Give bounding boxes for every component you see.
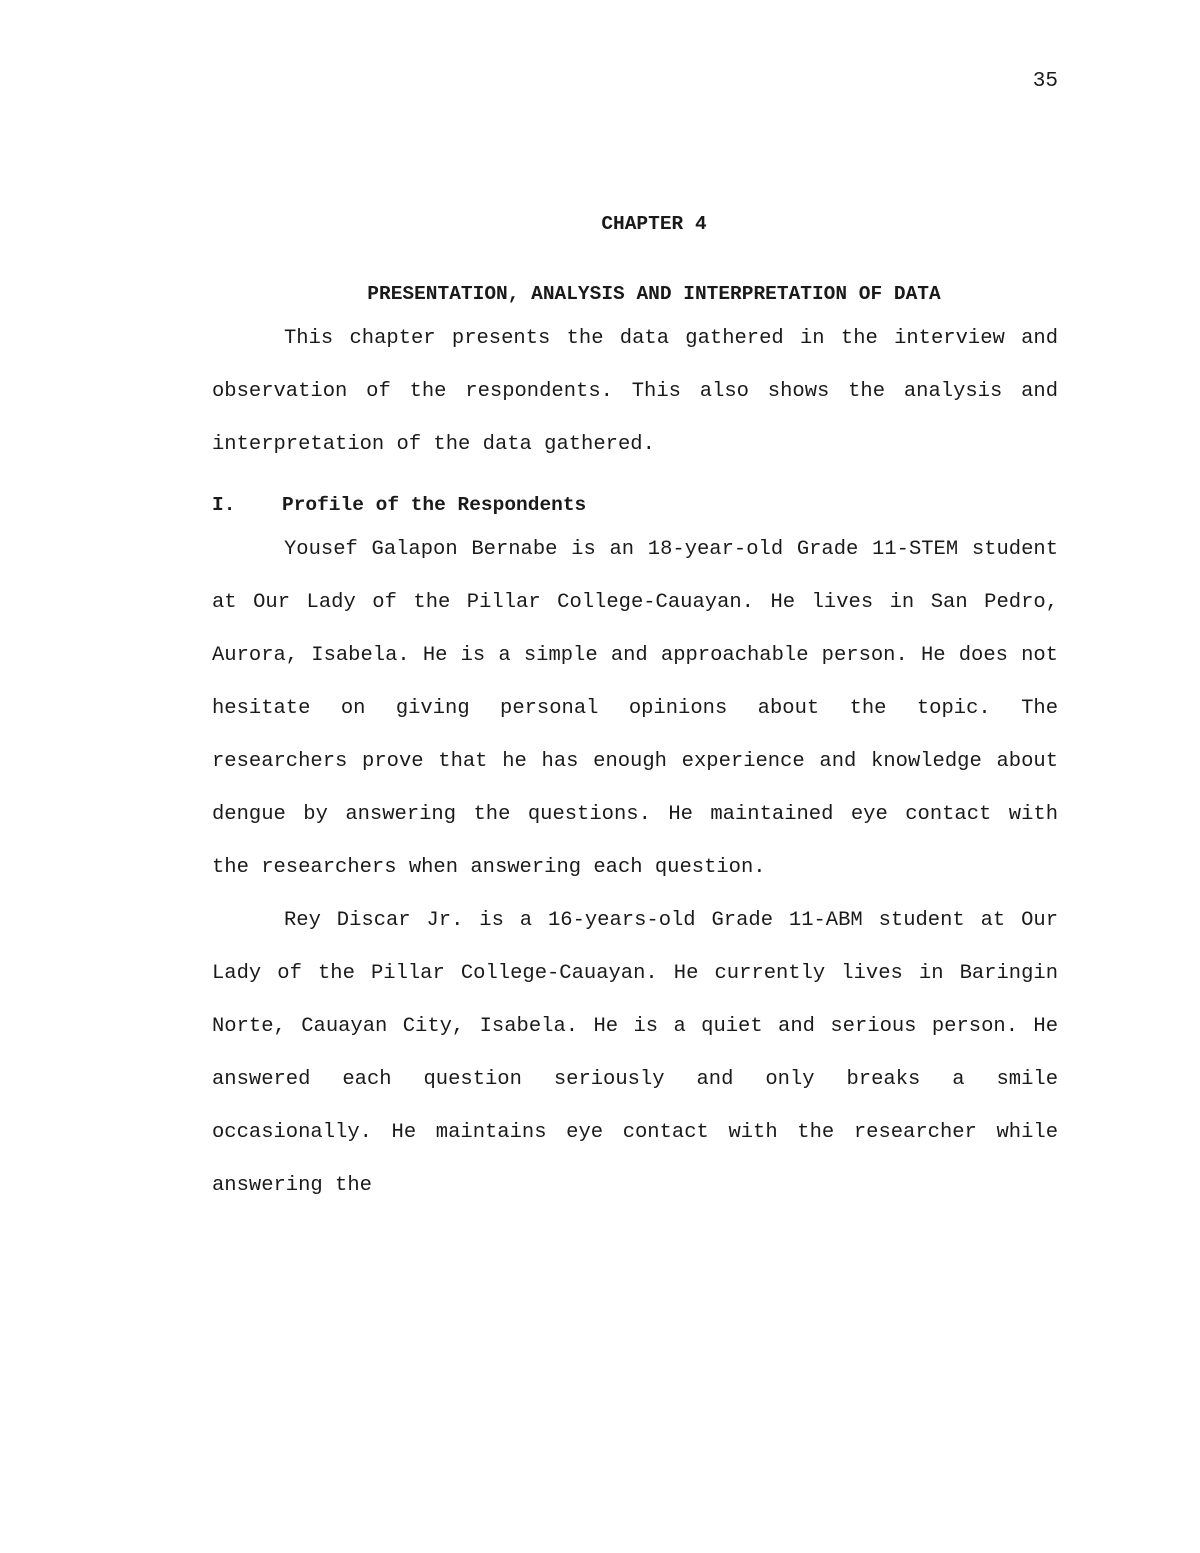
respondent-paragraph-2: Rey Discar Jr. is a 16-years-old Grade 11-ABM student at Our Lady of the Pillar College-Cauayan. He currently lives in Baringin Norte, Cauayan City, Isabela. He is a quiet and serious person. He answered each question seriously and only breaks a smile occasionally. He maintains eye contact with the researcher while answering the — [212, 909, 1058, 1197]
chapter-title: PRESENTATION, ANALYSIS AND INTERPRETATION OF DATA — [367, 283, 941, 305]
page-number: 35 — [1032, 70, 1058, 93]
chapter-label: CHAPTER 4 — [601, 213, 707, 235]
section-title: Profile of the Respondents — [282, 494, 587, 516]
document-body — [212, 206, 1058, 1212]
section-heading — [212, 487, 1058, 523]
respondent-paragraph-1: Yousef Galapon Bernabe is an 18-year-old Grade 11-STEM student at Our Lady of the Pillar College-Cauayan. He lives in San Pedro, Aurora, Isabela. He is a simple and approachable person. He does not hesitate on giving personal opinions about the topic. The researchers prove that he has enough experience and knowledge about dengue by answering the questions. He maintained eye contact with the researchers when answering each question. — [212, 538, 1058, 879]
section-number: I. — [212, 494, 236, 516]
intro-paragraph: This chapter presents the data gathered in the interview and observation of the respondents. This also shows the analysis and interpretation of the data gathered. — [212, 327, 1058, 456]
